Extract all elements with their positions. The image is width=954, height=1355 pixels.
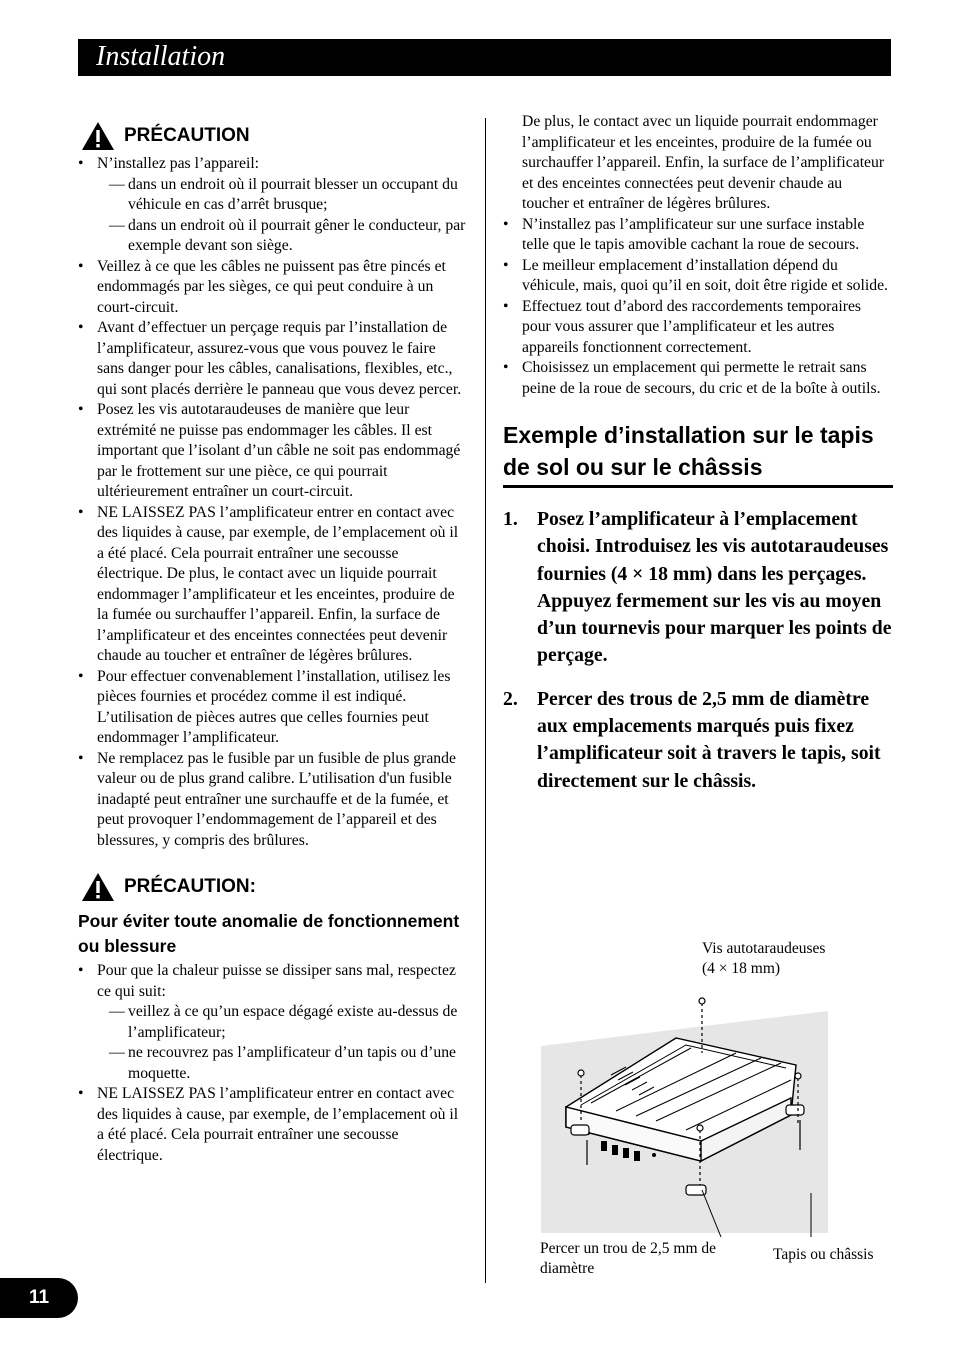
- page-title: Installation: [96, 41, 226, 72]
- warning-icon: [80, 871, 116, 903]
- bullet-mark: •: [78, 257, 84, 275]
- bullet-mark: •: [503, 359, 509, 376]
- header-bar: [78, 39, 891, 76]
- sub-list-item: [97, 1002, 466, 1043]
- figure-label-screws-line1: Vis autotaraudeuses: [702, 940, 826, 957]
- list-item-text: Ne remplacez pas le fusible par un fusible de plus grande valeur ou de plus grand calibre. L’utilisation d'un fusible inadapté peut entraîner une surchauffe et de la fumée, et peut provoquer l’endommagement de l’appareil et des blessures, y compris des brûlures.: [97, 749, 456, 849]
- warning-icon: [80, 120, 116, 152]
- page-number: 11: [0, 1278, 78, 1318]
- caution-2-list: [78, 961, 466, 1166]
- list-item: [503, 256, 893, 297]
- list-item: [78, 400, 466, 503]
- bullet-mark: •: [503, 256, 509, 274]
- sub-list-item-text: veillez à ce qu’un espace dégagé existe au-dessus de l’amplificateur;: [128, 1003, 458, 1041]
- list-item-text: N’installez pas l’appareil:: [97, 155, 260, 172]
- dash-mark: —: [109, 1003, 125, 1020]
- bullet-mark: •: [503, 297, 509, 315]
- list-item: [503, 358, 893, 399]
- list-item: [503, 297, 893, 359]
- steps-list: [503, 506, 893, 795]
- list-item-text: N’installez pas l’amplificateur sur une surface instable telle que le tapis amovible cachant la roue de secours.: [522, 215, 865, 253]
- list-item: [503, 112, 893, 215]
- bullet-mark: •: [78, 503, 84, 521]
- bullet-mark: •: [78, 749, 84, 767]
- caution-title-1: PRÉCAUTION: [124, 125, 250, 146]
- sub-list-item-text: dans un endroit où il pourrait blesser un occupant du véhicule en cas d’arrêt brusque;: [128, 175, 458, 213]
- caution-title-2: PRÉCAUTION:: [124, 876, 256, 897]
- bullet-mark: •: [503, 215, 509, 233]
- sub-list-item: [97, 1043, 466, 1084]
- sub-list-item-text: dans un endroit où il pourrait gêner le conducteur, par exemple devant son siège.: [128, 216, 466, 254]
- list-item-text: Choisissez un emplacement qui permette le retrait sans peine de la roue de secours, du cric et de la boîte à outils.: [522, 359, 881, 397]
- sub-list-item: [97, 175, 466, 216]
- list-item-text: Le meilleur emplacement d’installation dépend du véhicule, mais, quoi qu’il en soit, doit être rigide et solide.: [522, 256, 888, 294]
- list-item: [78, 257, 466, 319]
- list-item-text: Veillez à ce que les câbles ne puissent pas être pincés et endommagés par les sièges, ce qui peut conduire à un court-circuit.: [97, 257, 446, 316]
- figure-label-floor: Tapis ou châssis: [773, 1246, 874, 1263]
- bullet-mark: •: [78, 962, 84, 979]
- list-item: [78, 667, 466, 749]
- step-item: [503, 686, 893, 795]
- list-item: [78, 503, 466, 667]
- right-bullet-list: [503, 215, 893, 400]
- caution-1-list: [78, 154, 466, 851]
- right-column: [503, 112, 893, 811]
- list-item: [78, 154, 466, 257]
- dash-mark: —: [109, 216, 125, 234]
- caution-heading-2: [80, 869, 466, 905]
- sub-list-item-text: ne recouvrez pas l’amplificateur d’un tapis ou d’une moquette.: [128, 1044, 456, 1082]
- bullet-mark: •: [78, 667, 84, 685]
- list-item: [78, 961, 466, 1084]
- dash-mark: —: [109, 1044, 125, 1061]
- section-title: Exemple d’installation sur le tapis de sol ou sur le châssis: [503, 419, 893, 488]
- list-item-text: Pour que la chaleur puisse se dissiper sans mal, respectez ce qui suit:: [97, 962, 456, 1000]
- sub-list: [97, 1002, 466, 1084]
- bullet-mark: •: [78, 155, 84, 172]
- list-item: [503, 215, 893, 256]
- dash-mark: —: [109, 175, 125, 193]
- caution-subhead: Pour éviter toute anomalie de fonctionnement ou blessure: [78, 911, 460, 956]
- step-text: Percer des trous de 2,5 mm de diamètre aux emplacements marqués puis fixez l’amplificateur soit à travers le tapis, soit directement sur le châssis.: [537, 687, 881, 792]
- sub-list: [97, 175, 466, 257]
- list-item-text: Pour effectuer convenablement l’installation, utilisez les pièces fournies et procédez comme il est indiqué. L’utilisation de pièces autres que celles fournies peut endommager l’amplificateur.: [97, 667, 451, 746]
- continued-text: De plus, le contact avec un liquide pourrait endommager l’amplificateur et les enceintes, produire de la fumée ou surchauffer l’appareil. Enfin, la surface de l’amplificateur et des enceintes connectées peut devenir chaude au toucher et entraîner de légères brûlures.: [522, 113, 885, 212]
- caution-heading-1: [80, 118, 466, 154]
- continued-text-block: [503, 112, 893, 215]
- list-item-text: Avant d’effectuer un perçage requis par l’installation de l’amplificateur, assurez-vous que vous pouvez le faire sans danger pour les câbles, canalisations, flexibles, etc., qui sont placés derrière le panneau que vous devez percer.: [97, 319, 462, 398]
- step-number: 1.: [503, 508, 518, 530]
- step-number: 2.: [503, 687, 518, 710]
- figure-label-hole: Percer un trou de 2,5 mm de diamètre: [540, 1240, 717, 1277]
- column-divider: [485, 118, 486, 1283]
- left-column: [78, 118, 466, 1166]
- bullet-mark: •: [78, 319, 84, 336]
- amplifier-illustration: [536, 935, 896, 1245]
- list-item-text: Effectuez tout d’abord des raccordements temporaires pour vous assurer que l’amplificateur et les autres appareils fonctionnent correctement.: [522, 297, 862, 356]
- list-item: [78, 1084, 466, 1166]
- sub-list-item: [97, 216, 466, 257]
- list-item-text: NE LAISSEZ PAS l’amplificateur entrer en contact avec des liquides à cause, par exemple, de l’emplacement où il a été placé. Cela pourrait entraîner une secousse électrique.: [97, 1085, 459, 1164]
- figure-label-screws-line2: (4 × 18 mm): [702, 960, 781, 977]
- step-text: Posez l’amplificateur à l’emplacement choisi. Introduisez les vis autotaraudeuses fournies (4 × 18 mm) dans les perçages. Appuyez fermement sur les vis au moyen d’un tournevis pour marquer les points de perçage.: [537, 508, 892, 667]
- installation-figure: [536, 935, 896, 1285]
- list-item: [78, 318, 466, 400]
- list-item-text: Posez les vis autotaraudeuses de manière que leur extrémité ne puisse pas endommager les câbles. Il est important que l’isolant d’un câble ne soit pas endommagé par le frottement sur une pièce, ce qui pourrait ultérieurement entraîner un court-circuit.: [97, 401, 461, 500]
- list-item: [78, 749, 466, 852]
- bullet-mark: •: [78, 401, 84, 418]
- bullet-mark: •: [78, 1085, 84, 1102]
- step-item: [503, 506, 893, 670]
- list-item-text: NE LAISSEZ PAS l’amplificateur entrer en contact avec des liquides à cause, par exemple, de l’emplacement où il a été placé. Cela pourrait entraîner une secousse électrique. De plus, le contact avec un liquide pourrait endommager l’amplificateur et les enceintes, produire de la fumée ou surchauffer l’appareil. Enfin, la surface de l’amplificateur et des enceintes connectées peut devenir chaude au toucher et entraîner de légères brûlures.: [97, 503, 459, 664]
